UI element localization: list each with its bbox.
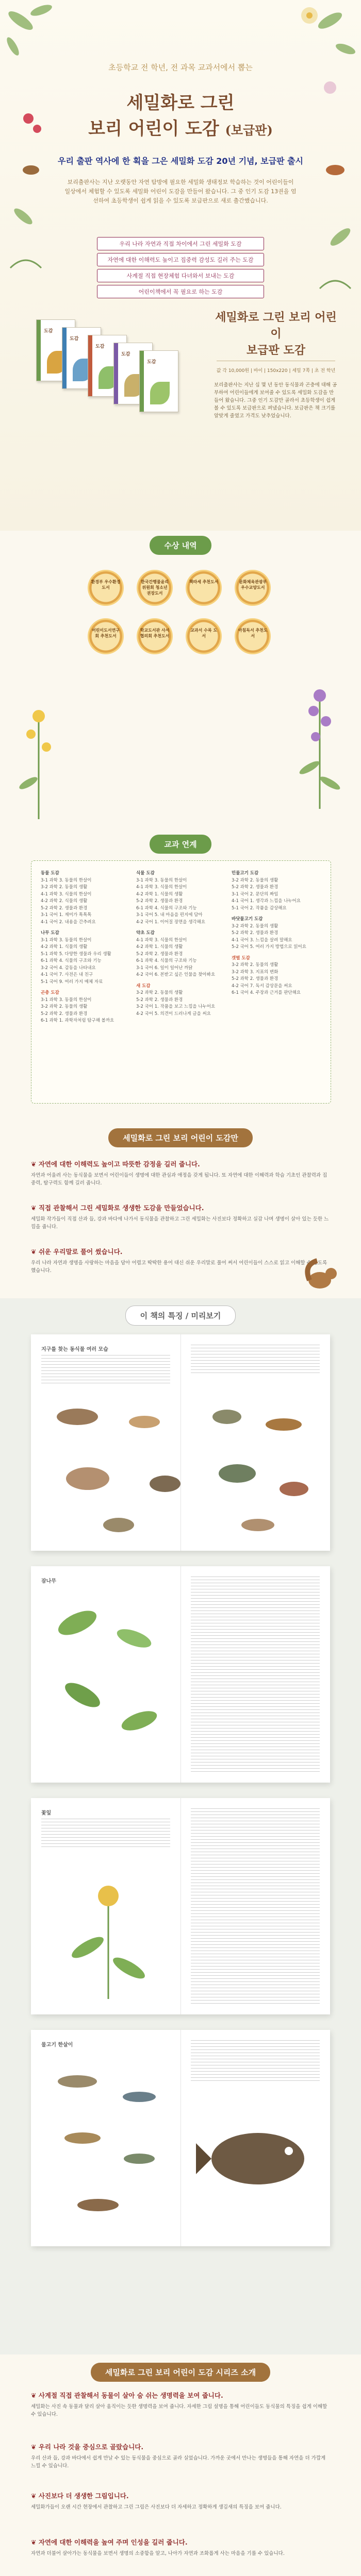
awards-section xyxy=(0,531,361,829)
book-cover: 도감 xyxy=(88,335,127,397)
highlight-1: 우리 나라 자연과 직접 차이에서 그린 세밀화 도감 xyxy=(97,237,264,250)
preview-spread-2: 잠나무 xyxy=(31,1566,330,1783)
fish-illustration-large xyxy=(196,2092,320,2226)
title-line-1: 세밀화로 그린 xyxy=(126,93,235,113)
animal-illustrations xyxy=(41,1396,320,1540)
series-item: ❦ 사계절 직접 관찰해서 동물이 살아 숨 쉬는 생명력을 보여 줍니다. 세밀화는 사진 속 동물과 달리 살아 움직이는 듯한 생명력을 보여 줍니다. 자세한 그림 설명을 통해 어린이들도 동식물의 특징을 쉽게 이해할 수 있습니다. xyxy=(31,2391,330,2418)
page-title xyxy=(0,90,361,143)
squirrel-illustration xyxy=(304,1257,346,1293)
award-medal: 한국간행물윤리위원회 청소년 권장도서 xyxy=(137,570,173,606)
award-medal: 아침독서 추천도서 xyxy=(235,618,271,654)
features-heading: 세밀화로 그린 보리 어린이 도감만 xyxy=(108,1128,253,1147)
feature-item: ❦ 자연에 대한 이해력도 높이고 따뜻한 감정을 길러 줍니다. 자연과 어울려 사는 동식물을 보면서 어린이들이 생명에 대한 관심과 애정을 갖게 됩니다. 또 자연에 대한 이해력과 학습 기초인 관찰력과 집중력, 탐구력도 함께 길러 줍니다. xyxy=(31,1159,330,1187)
hero-section xyxy=(0,0,361,531)
preview-section xyxy=(0,1298,361,2354)
curriculum-column-3: 민물고기 도감 3-2 과학 2. 동물의 생활 5-2 과학 2. 생물과 환경 3-1 국어 2. 문단의 짜임 4-1 국어 1. 생각과 느낌을 나누어요 5-1 국어 2. 작품을 감상해요 바닷물고기 도감 3-2 과학 2. 동물의 생활 5-2 과학 2. 생물과 환경 4-1 국어 3. 느낌을 살려 말해요 5-2 국어 5. 여러 가지 방법으로 읽어요 갯벌 도감 3-2 과학 2. 동물의 생활 3-2 과학 3. 지표의 변화 5-2 과학 2. 생물과 환경 4-2 국어 7. 독서 감상문을 써요 6-1 국어 4. 주장과 근거를 판단해요 xyxy=(232,871,306,995)
preview-heading: 이 책의 특징 / 미리보기 xyxy=(125,1306,236,1326)
series-item: ❦ 사진보다 더 생생한 그림입니다. 세밀화가들이 오랜 시간 현장에서 관찰하고 그린 그림은 사진보다 더 자세하고 정확하게 생김새의 특징을 보여 줍니다. xyxy=(31,2491,330,2511)
book-cover: 도감 xyxy=(36,319,75,381)
awards-heading: 수상 내역 xyxy=(150,536,211,555)
features-section xyxy=(0,1128,361,1298)
curriculum-column-2: 식물 도감 3-1 과학 3. 동물의 한살이 4-1 과학 3. 식물의 한살이 4-2 과학 1. 식물의 생활 5-2 과학 2. 생물과 환경 6-1 과학 4. 식물의 구조와 기능 3-1 국어 5. 내 마음을 편지에 담아 4-2 국어 1. 이어질 장면을 생각해요 약초 도감 4-1 과학 3. 식물의 한살이 4-2 과학 1. 식물의 생활 5-2 과학 2. 생물과 환경 6-1 과학 4. 식물의 구조와 기능 3-1 국어 6. 일이 일어난 까닭 4-2 국어 6. 본받고 싶은 인물을 찾아봐요 새 도감 3-2 과학 2. 동물의 생활 5-2 과학 2. 생물과 환경 3-2 국어 1. 작품을 보고 느낌을 나누어요 4-2 국어 5. 의견이 드러나게 글을 써요 xyxy=(136,871,216,1016)
series-item: ❦ 우리 나라 것을 중심으로 골랐습니다. 우리 산과 들, 강과 바다에서 쉽게 만날 수 있는 동식물을 중심으로 골라 실었습니다. 가까운 곳에서 만나는 생명들을 통해 자연을 더 가깝게 느낄 수 있습니다. xyxy=(31,2442,330,2470)
preview-spread-3: 꽃잎 xyxy=(31,1798,330,2014)
sub-paragraph: 보리출판사는 지난 십 몇 년 동안 동식물과 곤충에 대해 공부하여 어린이들에게 보여줄 수 있도록 세밀화 도감을 만들어 왔습니다. 그중 인기 도감만 골라서 초등학생이 쉽게 볼 수 있도록 보급판으로 펴냈습니다. 보급판은 책 크기를 알맞게 줄였고 가격도 낮추었습니다. xyxy=(214,382,337,419)
preview-spread-1: 지구를 찾는 동식물 여러 모습 xyxy=(31,1334,330,1551)
title-line-2: 보리 어린이 도감 (보급판) xyxy=(88,118,273,139)
curriculum-box xyxy=(31,860,331,1104)
curriculum-column-1: 동물 도감 3-1 과학 3. 동물의 한살이 3-2 과학 2. 동물의 생활 4-1 과학 3. 식물의 한살이 4-2 과학 2. 식물의 생활 5-2 과학 2. 생물과 환경 3-1 국어 1. 재미가 톡톡톡 4-1 국어 2. 내용을 간추려요 나무 도감 3-1 과학 3. 동물의 한살이 4-2 과학 1. 식물의 생활 5-1 과학 5. 다양한 생물과 우리 생활 6-1 과학 4. 식물의 구조와 기능 3-2 국어 4. 감동을 나타내요 4-1 국어 7. 사전은 내 친구 5-1 국어 9. 여러 가지 매체 자료 곤충 도감 3-1 과학 3. 동물의 한살이 3-2 과학 2. 동물의 생활 5-2 과학 2. 생물과 환경 6-1 과학 1. 과학자처럼 탐구해 볼까요 xyxy=(41,871,114,1023)
flower-illustration xyxy=(10,685,67,819)
highlight-4: 어린이책에서 꼭 필요로 하는 도감 xyxy=(97,285,264,298)
curriculum-section xyxy=(0,829,361,1128)
leaf-illustrations xyxy=(41,1592,175,1772)
intro-paragraph: 보리출판사는 지난 오랫동안 자연 탐방에 필요한 세밀화 생태정보 학습하는 것이 어린이들이 일상에서 체험할 수 있도록 세밀화 어린이 도감을 만들어 왔습니다. 그 중 인기 도감 13권을 엄선하여 초등학생이 쉽게 읽을 수 있도록 보급판으로 새로 출간했습니다. xyxy=(64,179,297,204)
preview-spread-4: 물고기 한살이 xyxy=(31,2030,330,2246)
award-medal: 책따세 추천도서 xyxy=(186,570,222,606)
award-medal: 학교도서관 사서협의회 추천도서 xyxy=(137,618,173,654)
awards-grid xyxy=(83,567,278,664)
book-cover: 도감 xyxy=(62,327,101,389)
book-cover: 도감 xyxy=(113,343,153,404)
plant-illustrations xyxy=(41,1860,175,2004)
curriculum-heading: 교과 연계 xyxy=(150,835,211,854)
series-item: ❦ 자연에 대한 이해력을 높여 주며 인성을 길러 줍니다. 자연과 더불어 살아가는 동식물을 보면서 생명의 소중함을 알고, 나아가 자연과 조화롭게 사는 마음을 기를 수 있습니다. xyxy=(31,2537,330,2557)
award-medal: 환경부 우수환경 도서 xyxy=(88,570,124,606)
highlight-2: 자연에 대한 이해력도 높이고 집중력 감성도 길러 주는 도감 xyxy=(97,253,264,266)
book-cover: 도감 xyxy=(139,350,178,412)
sub-title: 세밀화로 그린 보리 어린이 보급판 도감 xyxy=(215,311,337,357)
publication-info: 값 각 10,000원 | 바이 | 150x220 | 세밀 7쪽 | 초 전 학년 xyxy=(216,368,336,374)
award-medal: 어린이도서연구회 추천도서 xyxy=(88,618,124,654)
highlight-3: 사계절 직접 현장체험 다녀와서 보내는 도감 xyxy=(97,269,264,282)
award-medal: 문화체육관광부 우수교양도서 xyxy=(235,570,271,606)
series-heading: 세밀화로 그린 보리 어린이 도감 시리즈 소개 xyxy=(91,2363,270,2382)
recommend-text: 초등학교 전 학년, 전 과목 교과서에서 뽑는 xyxy=(108,63,253,72)
feature-item: ❦ 직접 관찰해서 그린 세밀화로 생생한 도감을 만들었습니다. 세밀화 작가들이 직접 산과 들, 강과 바다에 나가서 동식물을 관찰하고 그린 세밀화는 사진보다 정확하고 실감 나며 생명이 살아 있는 듯한 느낌을 줍니다. xyxy=(31,1203,330,1231)
series-section xyxy=(0,2354,361,2576)
award-medal: 교과서 수록 도서 xyxy=(186,618,222,654)
flower-illustration xyxy=(289,665,351,809)
fish-illustrations xyxy=(41,2056,175,2236)
promo-text: 우리 출판 역사에 한 획을 그은 세밀화 도감 20년 기념, 보급판 출시 xyxy=(57,156,304,166)
highlight-boxes xyxy=(97,237,264,301)
feature-item: ❦ 쉬운 우리말로 풀어 썼습니다. 우리 나라 자연과 생명을 사랑하는 마음을 담아 어렵고 딱딱한 용어 대신 쉬운 우리말로 풀어 써서 어린이들이 스스로 읽고 이해할 수 있도록 했습니다. xyxy=(31,1247,330,1275)
